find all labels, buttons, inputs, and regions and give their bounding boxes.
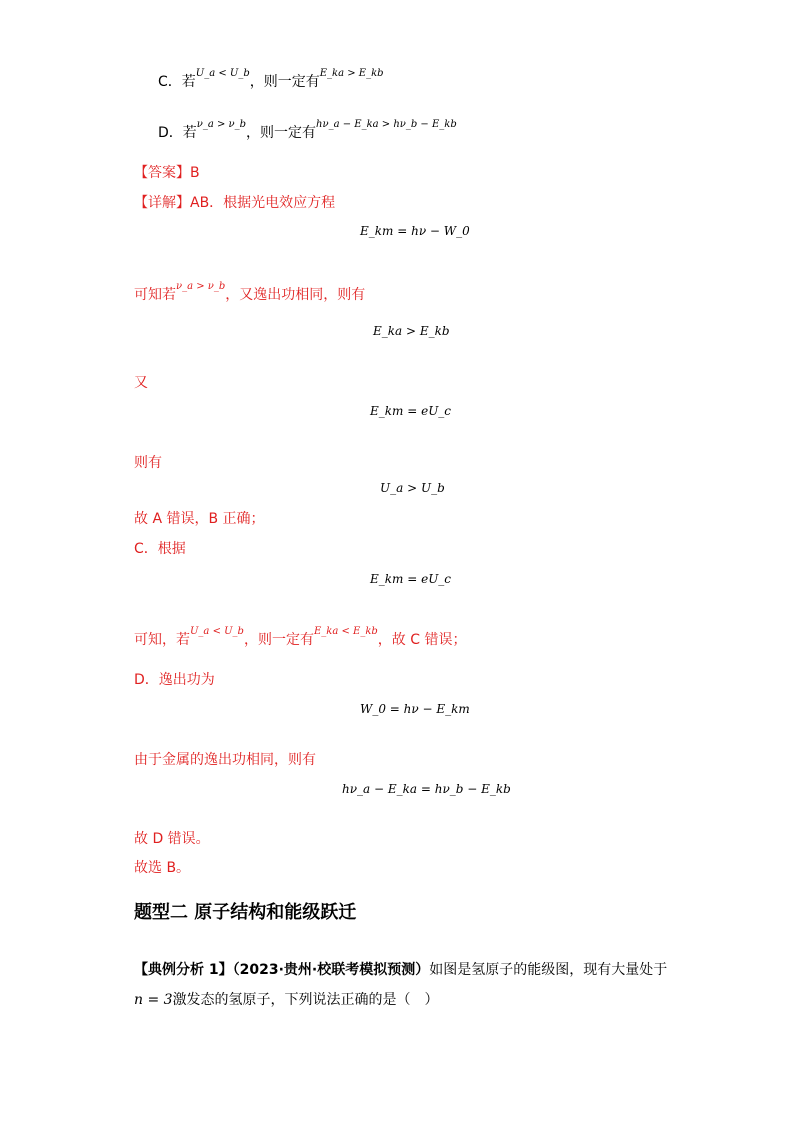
equation-photoelectric: E_km = hν − W_0 (360, 224, 470, 238)
option-d (158, 119, 457, 145)
option-d-conclusion: hν_a − E_ka > hν_b − E_kb (316, 119, 457, 130)
explain-p7-text-b: ，则一定有 (243, 632, 314, 648)
equation-ek-compare: E_ka > E_kb (373, 324, 450, 338)
example-tag: 【典例分析 1】 (134, 962, 233, 978)
example-line-2 (134, 990, 439, 1010)
equation-energy-balance: hν_a − E_ka = hν_b − E_kb (342, 782, 511, 796)
example-source: （2023·贵州·校联考模拟预测） (232, 962, 430, 978)
option-c (158, 68, 384, 94)
equation-ekm-euc: E_km = eU_c (370, 404, 452, 418)
option-c-conclusion: E_ka > E_kb (319, 68, 384, 79)
explain-p6: C．根据 (134, 541, 186, 557)
explain-p11: 故选 B。 (134, 860, 191, 876)
explain-p8: D．逸出功为 (134, 672, 215, 688)
explain-p2-text-b: ，又逸出功相同，则有 (225, 287, 366, 303)
equation-u-compare: U_a > U_b (380, 481, 445, 495)
explain-p2-text-a: 可知若 (134, 287, 176, 303)
explain-p2-condition: ν_a > ν_b (176, 281, 226, 292)
explain-p10: 故 D 错误。 (134, 831, 210, 847)
explain-p5: 故 A 错误，B 正确； (134, 511, 265, 527)
explain-p4: 则有 (134, 455, 162, 471)
option-d-mid: ，则一定有 (246, 125, 317, 141)
section-title: 题型二 原子结构和能级跃迁 (134, 902, 357, 923)
explain-p7-text-a: 可知，若 (134, 632, 190, 648)
example-line-1 (134, 960, 667, 980)
explain-p7-conclusion: E_ka < E_kb (313, 626, 378, 637)
equation-ekm-euc-2: E_km = eU_c (370, 572, 452, 586)
explain-p3: 又 (134, 375, 148, 391)
example-math: n = 3 (134, 992, 173, 1008)
option-c-condition: U_a < U_b (195, 68, 250, 79)
answer-line: 【答案】B (134, 165, 200, 181)
explain-p2 (134, 281, 366, 307)
explain-p7 (134, 626, 467, 652)
option-c-label: C．若 (158, 74, 196, 90)
explain-p9: 由于金属的逸出功相同，则有 (134, 752, 316, 768)
equation-work-function: W_0 = hν − E_km (360, 702, 470, 716)
example-text-1: 如图是氢原子的能级图，现有大量处于 (429, 962, 668, 978)
option-c-mid: ，则一定有 (249, 74, 320, 90)
explain-p7-condition: U_a < U_b (190, 626, 244, 637)
option-d-label: D．若 (158, 125, 197, 141)
explain-intro: 【详解】AB．根据光电效应方程 (134, 195, 336, 211)
option-d-condition: ν_a > ν_b (196, 119, 247, 130)
explain-p7-text-c: ，故 C 错误； (377, 632, 467, 648)
example-text-2: 激发态的氢原子，下列说法正确的是（ ） (172, 992, 439, 1008)
